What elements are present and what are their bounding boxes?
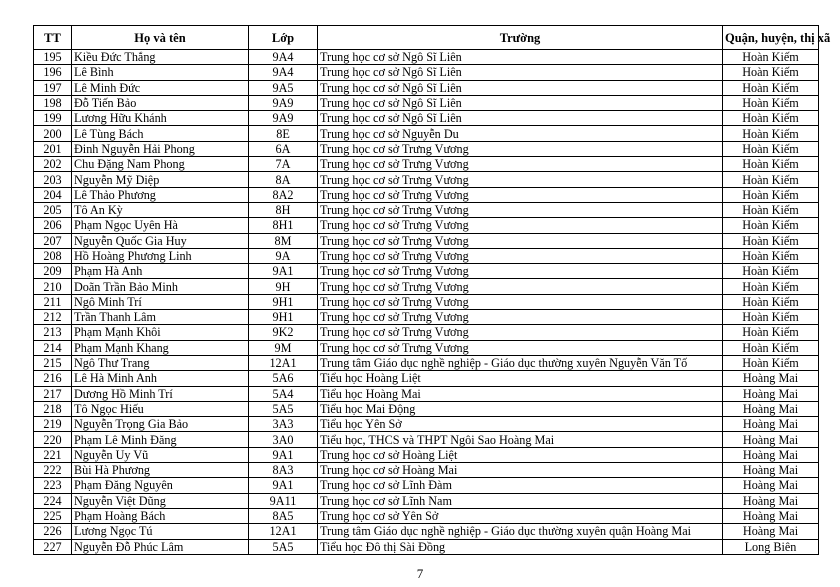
cell-name: Nguyễn Uy Vũ [72,447,249,462]
cell-class: 7A [249,157,318,172]
cell-district: Hoàn Kiếm [723,325,819,340]
cell-school: Trung học cơ sở Trưng Vương [318,233,723,248]
table-row [34,65,819,80]
table-row [34,233,819,248]
cell-class: 8A5 [249,508,318,523]
cell-class: 9A11 [249,493,318,508]
cell-class: 8A2 [249,187,318,202]
table-row [34,218,819,233]
cell-name: Trần Thanh Lâm [72,310,249,325]
cell-class: 8H [249,202,318,217]
cell-district: Hoàn Kiếm [723,355,819,370]
cell-class: 9A4 [249,65,318,80]
student-list-table [33,25,831,555]
cell-tt: 214 [34,340,72,355]
cell-name: Tô Ngọc Hiếu [72,401,249,416]
cell-tt: 227 [34,539,72,554]
cell-district: Hoàn Kiếm [723,157,819,172]
cell-class: 5A6 [249,371,318,386]
cell-tt: 203 [34,172,72,187]
cell-district: Hoàng Mai [723,508,819,523]
cell-name: Lê Hà Minh Anh [72,371,249,386]
cell-school: Trung học cơ sở Ngô Sĩ Liên [318,80,723,95]
cell-name: Phạm Hà Anh [72,264,249,279]
cell-tt: 199 [34,111,72,126]
cell-district: Hoàn Kiếm [723,95,819,110]
cell-school: Trung học cơ sở Trưng Vương [318,172,723,187]
cell-tt: 201 [34,141,72,156]
cell-tt: 205 [34,202,72,217]
table-row [34,508,819,523]
cell-district: Hoàn Kiếm [723,340,819,355]
header-row [34,26,819,50]
cell-district: Hoàng Mai [723,417,819,432]
cell-district: Hoàn Kiếm [723,172,819,187]
cell-school: Trung học cơ sở Trưng Vương [318,187,723,202]
cell-tt: 223 [34,478,72,493]
cell-class: 9A4 [249,50,318,65]
cell-tt: 210 [34,279,72,294]
cell-school: Trung học cơ sở Hoàng Liệt [318,447,723,462]
header-district: Quận, huyện, thị xã [723,26,819,50]
cell-district: Hoàn Kiếm [723,233,819,248]
table-row [34,524,819,539]
table-row [34,157,819,172]
cell-school: Trung tâm Giáo dục nghề nghiệp - Giáo dục thường xuyên Nguyễn Văn Tố [318,355,723,370]
cell-school: Trung học cơ sở Trưng Vương [318,294,723,309]
cell-name: Bùi Hà Phương [72,463,249,478]
cell-school: Trung học cơ sở Trưng Vương [318,340,723,355]
cell-tt: 224 [34,493,72,508]
cell-class: 9H [249,279,318,294]
table-row [34,417,819,432]
cell-class: 9A9 [249,111,318,126]
cell-district: Hoàn Kiếm [723,65,819,80]
cell-district: Hoàn Kiếm [723,310,819,325]
cell-name: Phạm Đăng Nguyên [72,478,249,493]
table-row [34,463,819,478]
cell-class: 8H1 [249,218,318,233]
header-school: Trường [318,26,723,50]
cell-school: Trung học cơ sở Ngô Sĩ Liên [318,111,723,126]
cell-name: Nguyễn Đỗ Phúc Lâm [72,539,249,554]
cell-school: Trung học cơ sở Yên Sở [318,508,723,523]
cell-district: Hoàn Kiếm [723,80,819,95]
header-tt: TT [34,26,72,50]
cell-class: 9A [249,248,318,263]
cell-school: Tiểu học Yên Sở [318,417,723,432]
cell-school: Trung học cơ sở Trưng Vương [318,264,723,279]
cell-class: 8A [249,172,318,187]
cell-district: Hoàn Kiếm [723,111,819,126]
table-row [34,539,819,554]
cell-class: 9A1 [249,478,318,493]
cell-tt: 215 [34,355,72,370]
cell-class: 8M [249,233,318,248]
cell-tt: 198 [34,95,72,110]
cell-district: Hoàng Mai [723,447,819,462]
cell-school: Trung học cơ sở Trưng Vương [318,141,723,156]
cell-class: 9H1 [249,310,318,325]
table-row [34,80,819,95]
cell-name: Ngô Thư Trang [72,355,249,370]
cell-name: Nguyễn Quốc Gia Huy [72,233,249,248]
cell-class: 9A1 [249,447,318,462]
cell-district: Hoàn Kiếm [723,126,819,141]
table-row [34,493,819,508]
header-class: Lớp [249,26,318,50]
table-body [34,50,819,555]
cell-district: Hoàng Mai [723,463,819,478]
cell-name: Tô An Kỳ [72,202,249,217]
cell-tt: 217 [34,386,72,401]
table-row [34,310,819,325]
cell-name: Phạm Mạnh Khôi [72,325,249,340]
cell-school: Trung học cơ sở Ngô Sĩ Liên [318,50,723,65]
table-row [34,141,819,156]
cell-name: Đỗ Tiến Bảo [72,95,249,110]
cell-school: Trung tâm Giáo dục nghề nghiệp - Giáo dục thường xuyên quận Hoàng Mai [318,524,723,539]
cell-name: Dương Hồ Minh Trí [72,386,249,401]
cell-class: 3A3 [249,417,318,432]
cell-tt: 219 [34,417,72,432]
cell-district: Hoàn Kiếm [723,50,819,65]
table-row [34,478,819,493]
cell-class: 9K2 [249,325,318,340]
cell-district: Hoàn Kiếm [723,248,819,263]
cell-class: 12A1 [249,355,318,370]
cell-class: 9H1 [249,294,318,309]
cell-tt: 218 [34,401,72,416]
table-row [34,325,819,340]
cell-tt: 200 [34,126,72,141]
cell-school: Tiểu học Đô thị Sài Đồng [318,539,723,554]
cell-class: 6A [249,141,318,156]
table-row [34,187,819,202]
table-row [34,294,819,309]
cell-tt: 211 [34,294,72,309]
cell-tt: 207 [34,233,72,248]
cell-class: 3A0 [249,432,318,447]
table-row [34,371,819,386]
cell-name: Phạm Ngọc Uyên Hà [72,218,249,233]
cell-school: Trung học cơ sở Trưng Vương [318,157,723,172]
cell-name: Phạm Lê Minh Đăng [72,432,249,447]
cell-school: Trung học cơ sở Lĩnh Đàm [318,478,723,493]
cell-district: Hoàn Kiếm [723,202,819,217]
cell-school: Tiểu học Hoàng Liệt [318,371,723,386]
header-name: Họ và tên [72,26,249,50]
cell-district: Hoàng Mai [723,371,819,386]
table-row [34,340,819,355]
cell-name: Nguyễn Việt Dũng [72,493,249,508]
cell-name: Ngô Minh Trí [72,294,249,309]
cell-class: 5A5 [249,539,318,554]
cell-name: Lương Ngọc Tú [72,524,249,539]
cell-name: Hồ Hoàng Phương Linh [72,248,249,263]
cell-name: Chu Đặng Nam Phong [72,157,249,172]
table-row [34,50,819,65]
cell-name: Lê Thảo Phương [72,187,249,202]
cell-name: Lê Tùng Bách [72,126,249,141]
cell-tt: 226 [34,524,72,539]
cell-tt: 195 [34,50,72,65]
cell-name: Lê Bình [72,65,249,80]
cell-school: Trung học cơ sở Lĩnh Nam [318,493,723,508]
cell-class: 8A3 [249,463,318,478]
cell-tt: 208 [34,248,72,263]
cell-district: Hoàng Mai [723,478,819,493]
cell-school: Trung học cơ sở Trưng Vương [318,279,723,294]
cell-tt: 220 [34,432,72,447]
cell-name: Nguyễn Trọng Gia Bảo [72,417,249,432]
cell-district: Hoàn Kiếm [723,187,819,202]
table-row [34,432,819,447]
table-row [34,401,819,416]
cell-name: Doãn Trần Bảo Minh [72,279,249,294]
cell-class: 8E [249,126,318,141]
cell-school: Trung học cơ sở Ngô Sĩ Liên [318,65,723,80]
table-row [34,355,819,370]
cell-tt: 225 [34,508,72,523]
cell-school: Trung học cơ sở Trưng Vương [318,218,723,233]
table-row [34,202,819,217]
cell-district: Hoàng Mai [723,401,819,416]
cell-class: 9A1 [249,264,318,279]
cell-district: Hoàng Mai [723,386,819,401]
cell-school: Trung học cơ sở Hoàng Mai [318,463,723,478]
cell-district: Hoàn Kiếm [723,141,819,156]
cell-school: Tiểu học Mai Động [318,401,723,416]
cell-district: Hoàng Mai [723,493,819,508]
cell-class: 12A1 [249,524,318,539]
page-number: 7 [416,566,424,581]
cell-district: Long Biên [723,539,819,554]
table-row [34,279,819,294]
cell-district: Hoàng Mai [723,432,819,447]
table-row [34,386,819,401]
cell-school: Trung học cơ sở Trưng Vương [318,310,723,325]
cell-class: 9A5 [249,80,318,95]
table-row [34,264,819,279]
cell-name: Nguyễn Mỹ Diệp [72,172,249,187]
cell-name: Kiều Đức Thắng [72,50,249,65]
cell-tt: 196 [34,65,72,80]
cell-district: Hoàn Kiếm [723,294,819,309]
cell-name: Phạm Mạnh Khang [72,340,249,355]
cell-school: Trung học cơ sở Nguyễn Du [318,126,723,141]
cell-district: Hoàn Kiếm [723,264,819,279]
cell-district: Hoàng Mai [723,524,819,539]
cell-tt: 204 [34,187,72,202]
cell-district: Hoàn Kiếm [723,218,819,233]
cell-school: Trung học cơ sở Ngô Sĩ Liên [318,95,723,110]
table-row [34,447,819,462]
table-row [34,172,819,187]
cell-tt: 202 [34,157,72,172]
cell-district: Hoàn Kiếm [723,279,819,294]
table-row [34,111,819,126]
cell-name: Phạm Hoàng Bách [72,508,249,523]
cell-name: Lương Hữu Khánh [72,111,249,126]
cell-school: Tiểu học, THCS và THPT Ngôi Sao Hoàng Mai [318,432,723,447]
cell-tt: 212 [34,310,72,325]
table-row [34,126,819,141]
cell-school: Trung học cơ sở Trưng Vương [318,248,723,263]
cell-tt: 197 [34,80,72,95]
cell-tt: 216 [34,371,72,386]
cell-school: Tiểu học Hoàng Mai [318,386,723,401]
cell-school: Trung học cơ sở Trưng Vương [318,202,723,217]
cell-name: Lê Minh Đức [72,80,249,95]
cell-class: 5A4 [249,386,318,401]
cell-tt: 222 [34,463,72,478]
cell-name: Đinh Nguyễn Hải Phong [72,141,249,156]
cell-class: 9M [249,340,318,355]
cell-tt: 221 [34,447,72,462]
cell-school: Trung học cơ sở Trưng Vương [318,325,723,340]
table-row [34,95,819,110]
cell-tt: 209 [34,264,72,279]
cell-tt: 213 [34,325,72,340]
cell-class: 5A5 [249,401,318,416]
cell-class: 9A9 [249,95,318,110]
cell-tt: 206 [34,218,72,233]
table-row [34,248,819,263]
